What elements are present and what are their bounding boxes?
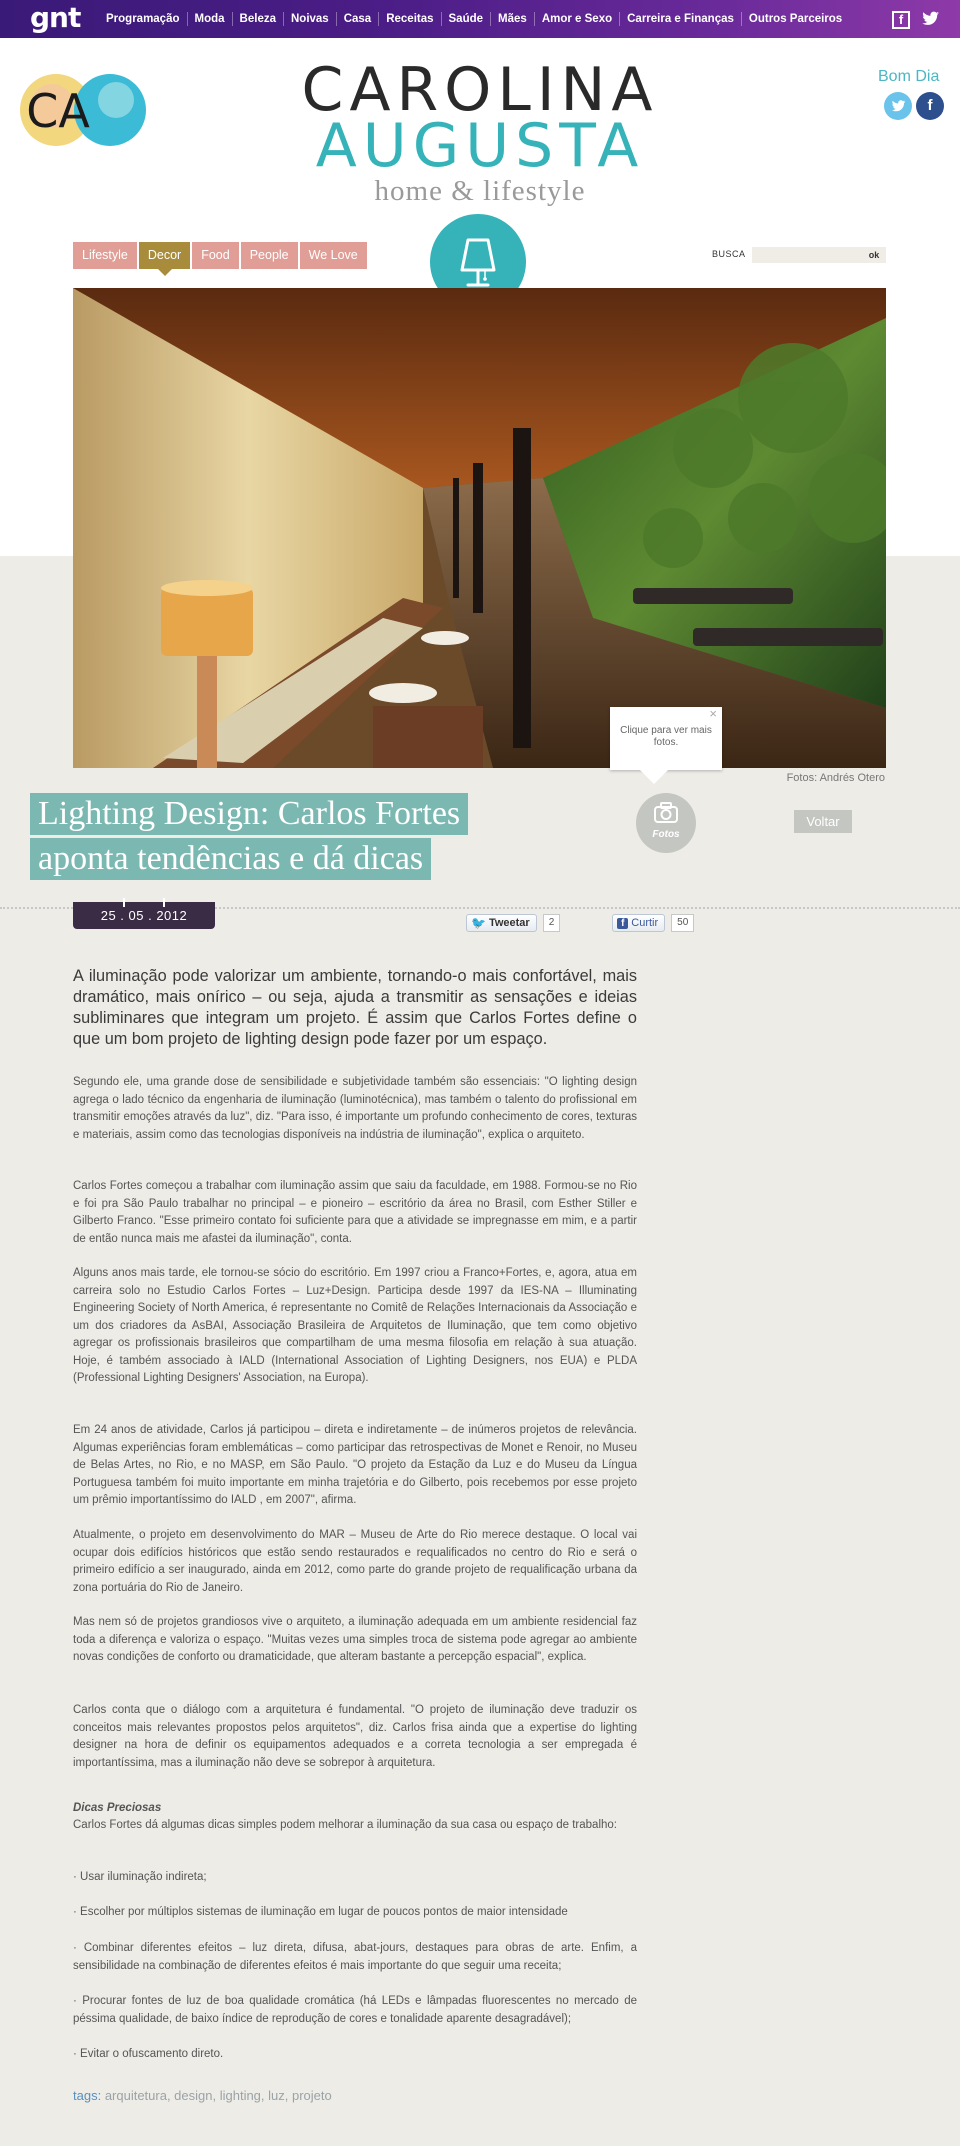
photos-button-label: Fotos — [652, 829, 680, 840]
brand-name-last: AUGUSTA — [315, 111, 645, 181]
tweet-button[interactable]: 🐦 Tweetar — [466, 914, 537, 932]
article-paragraph: Segundo ele, uma grande dose de sensibilidade e subjetividade também são essenciais: "O lighting design agrega o lado técnico da engenharia de iluminação (luminotécnica), mas também o talento do profissional em transmitir emoções através da luz", diz. "Para isso, é importante um profundo conhecimento de cores, texturas e materiais, assim como das tecnologias disponíveis na indústria de iluminação", explica o arquiteto. — [73, 1076, 637, 1141]
greeting: Bom Dia — [878, 68, 940, 85]
brand-name-first: CAROLINA — [301, 55, 659, 125]
article-title-line2: aponta tendências e dá dicas — [30, 838, 431, 880]
tags-label: tags: — [73, 2088, 102, 2103]
article-paragraph: Alguns anos mais tarde, ele tornou-se sócio do escritório. Em 1997 criou a Franco+Fortes, e, agora, atua em carreira solo no Estudio Carlos Fortes – Luz+Design. Participa desde 1997 da IES-NA – Illuminating Engineering Society of North America, é representante no Comitê de Relações Internacionais da Associação e um dos criadores da AsBAI, Associação Brasileira de Arquitetos de Iluminação, que tem como objetivo agregar os profissionais brasileiros que compartilham de uma mesma filosofia em relação à sua atuação. Hoje, é também associado à IALD (International Association of Lighting Designers, nos EUA) e PLDA (Professional Lighting Designers' Association, na Europa). — [73, 1267, 637, 1384]
top-nav-outros[interactable]: Outros Parceiros — [741, 12, 849, 26]
photo-tooltip-text: Clique para ver mais fotos. — [620, 725, 712, 748]
share-buttons — [466, 914, 694, 932]
tip-item: · Usar iluminação indireta; — [73, 1871, 207, 1883]
tips-intro: Carlos Fortes dá algumas dicas simples podem melhorar a iluminação da sua casa ou espaço de trabalho: — [73, 1819, 617, 1831]
twitter-icon[interactable] — [922, 11, 940, 29]
top-nav-programacao[interactable]: Programação — [106, 13, 180, 25]
top-nav-beleza[interactable]: Beleza — [232, 12, 283, 26]
top-nav-casa[interactable]: Casa — [336, 12, 379, 26]
photo-tooltip — [610, 707, 722, 770]
photos-button[interactable] — [636, 793, 696, 853]
tip-item: · Combinar diferentes efeitos – luz direta, difusa, abat-jours, destaques para obras de arte. Enfim, a sensibilidade na combinação de diferentes efeitos é mais importante do que seguir uma receita; — [73, 1942, 637, 1972]
gnt-logo[interactable]: gnt — [30, 1, 81, 34]
close-icon[interactable]: × — [709, 706, 717, 721]
brand-logo[interactable] — [290, 55, 670, 208]
top-nav — [106, 0, 849, 38]
search-label: BUSCA — [712, 249, 746, 259]
tab-food[interactable]: Food — [192, 242, 239, 269]
article-paragraph: Carlos conta que o diálogo com a arquitetura é fundamental. "O projeto de iluminação deve traduzir os conceitos mais relevantes propostos pelos arquitetos", diz. Carlos frisa ainda que a expertise do lighting designer na hora de definir os equipamentos adequados e a correta tecnologia a ser empregada é importantíssima, mas a iluminação não deve se sobrepor à arquitetura. — [73, 1704, 637, 1769]
facebook-icon[interactable]: f — [892, 11, 910, 29]
tab-we-love[interactable]: We Love — [300, 242, 367, 269]
brand-tagline: home & lifestyle — [374, 175, 586, 207]
tip-item: · Evitar o ofuscamento direto. — [73, 2048, 224, 2060]
tab-decor[interactable]: Decor — [139, 242, 190, 269]
top-nav-carreira[interactable]: Carreira e Finanças — [619, 12, 741, 26]
hero-photo[interactable] — [73, 288, 886, 768]
facebook-icon: f — [617, 918, 628, 929]
search-ok-button[interactable]: ok — [862, 247, 886, 263]
tags-list[interactable]: arquitetura, design, lighting, luz, projeto — [104, 2088, 332, 2103]
tip-item: · Procurar fontes de luz de boa qualidade cromática (há LEDs e lâmpadas fluorescentes no mercado de péssima qualidade, de baixo índice de reprodução de cores e tonalidade aparente desagradável); — [73, 1995, 637, 2025]
camera-icon — [636, 793, 696, 833]
article-title-line1: Lighting Design: Carlos Fortes — [30, 793, 468, 835]
top-nav-amor-e-sexo[interactable]: Amor e Sexo — [534, 12, 619, 26]
article-paragraph: Mas nem só de projetos grandiosos vive o arquiteto, a iluminação adequada em um ambiente residencial faz toda a diferença e valoriza o espaço. "Muitas vezes uma simples troca de sistema pode agregar ao ambiente novas condições de conforto ou dramaticidade, que alteram bastante a percepção espacial", explica. — [73, 1616, 637, 1663]
top-bar — [0, 0, 960, 38]
article-paragraph: Em 24 anos de atividade, Carlos já participou – direta e indiretamente – de inúmeros projetos de relevância. Algumas experiências foram emblemáticas – como participar das retrospectivas de Monet e Renoir, no Museu de Belas Artes, no Rio, e no MASP, em São Paulo. "O projeto da Estação da Luz e do Museu da Língua Portuguesa também foi muito importante em minha trajetória e do Gilberto, pois recebemos por esse projeto um prêmio importantíssimo do IALD , em 2007", afirma. — [73, 1424, 637, 1506]
tags — [73, 2088, 332, 2103]
tab-lifestyle[interactable]: Lifestyle — [73, 242, 137, 269]
top-nav-noivas[interactable]: Noivas — [283, 12, 336, 26]
header-social — [884, 92, 944, 120]
article-lead: A iluminação pode valorizar um ambiente, tornando-o mais confortável, mais dramático, mais onírico – ou seja, ajuda a transmitir as sensações e ideias subliminares que integram um projeto. É assim que Carlos Fortes define o que um bom projeto de lighting design pode fazer por um espaço. — [73, 967, 637, 1048]
photo-credit: Fotos: Andrés Otero — [786, 772, 885, 784]
search-input[interactable] — [752, 247, 864, 263]
twitter-circle-icon[interactable] — [884, 92, 912, 120]
facebook-circle-icon[interactable]: f — [916, 92, 944, 120]
article-paragraph: Carlos Fortes começou a trabalhar com iluminação assim que saiu da faculdade, em 1988. Formou-se no Rio e foi pra São Paulo trabalhar no principal – e pioneiro – escritório da área no Brasil, com Esther Stiller e Gilberto Franco. "Esse primeiro contato foi suficiente para que a atividade se impregnasse em mim, e a partir de então nunca mais me afastei da iluminação", conta. — [73, 1180, 637, 1245]
ca-logo[interactable] — [18, 70, 150, 150]
back-button[interactable]: Voltar — [794, 810, 852, 833]
top-nav-maes[interactable]: Mães — [490, 12, 534, 26]
category-tabs — [73, 242, 367, 269]
svg-text:CA: CA — [26, 84, 90, 138]
article-date: 25 . 05 . 2012 — [73, 902, 215, 929]
tips-heading: Dicas Preciosas — [73, 1802, 162, 1814]
like-button[interactable]: f Curtir — [612, 914, 665, 932]
article-paragraph: Atualmente, o projeto em desenvolvimento do MAR – Museu de Arte do Rio merece destaque. O local vai ocupar dois edifícios históricos que estão sendo restaurados e requalificados no centro do Rio e será o primeiro edifício a ser inaugurado, ainda em 2012, como parte do grande projeto de requalificação urbana da zona portuária do Rio de Janeiro. — [73, 1529, 637, 1594]
top-nav-moda[interactable]: Moda — [187, 12, 232, 26]
top-nav-saude[interactable]: Saúde — [441, 12, 491, 26]
top-nav-receitas[interactable]: Receitas — [378, 12, 440, 26]
tip-item: · Escolher por múltiplos sistemas de iluminação em lugar de poucos pontos de maior intensidade — [73, 1906, 568, 1918]
like-count: 50 — [671, 914, 694, 932]
tweet-count: 2 — [543, 914, 561, 932]
twitter-bird-icon: 🐦 — [471, 916, 486, 930]
top-social-icons — [892, 11, 940, 29]
tab-people[interactable]: People — [241, 242, 298, 269]
